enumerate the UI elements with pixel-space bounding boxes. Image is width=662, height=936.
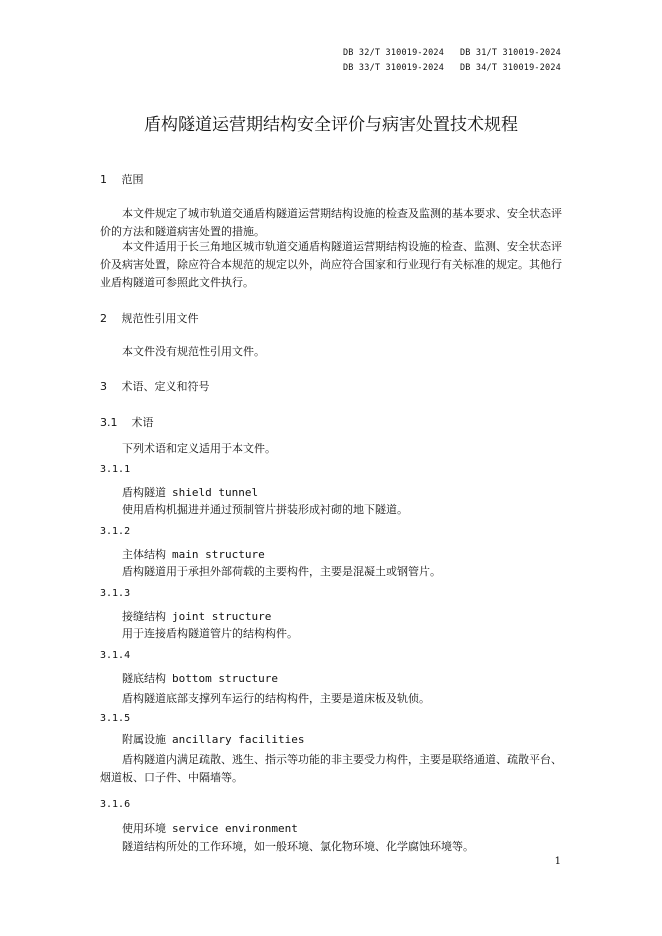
term-entry <box>122 608 271 624</box>
page-number: 1 <box>554 856 561 867</box>
section-3-1-intro: 下列术语和定义适用于本文件。 <box>122 442 276 455</box>
term-definition: 使用盾构机掘进并通过预制管片拼装形成衬砌的地下隧道。 <box>122 503 408 516</box>
term-zh: 使用环境 <box>122 822 166 835</box>
term-number: 3.1.5 <box>100 713 131 724</box>
term-definition: 盾构隧道内满足疏散、逃生、指示等功能的非主要受力构件，主要是联络通道、疏散平台、烟道板、口子件、中隔墙等。 <box>100 753 562 784</box>
section-1-paragraph-2: 本文件适用于长三角地区城市轨道交通盾构隧道运营期结构设施的检查、监测、安全状态评价及病害处置，除应符合本规范的规定以外，尚应符合国家和行业现行有关标准的规定。其他行业盾构隧道可参照此文件执行。 <box>100 240 562 289</box>
term-en: joint structure <box>172 610 272 623</box>
term-number: 3.1.4 <box>100 650 131 661</box>
section-2-paragraph: 本文件没有规范性引用文件。 <box>122 345 265 358</box>
term-entry <box>122 670 278 686</box>
term-en: bottom structure <box>172 672 278 685</box>
term-definition: 盾构隧道底部支撑列车运行的结构构件，主要是道床板及轨侦。 <box>122 692 430 705</box>
section-3-1-heading <box>100 414 154 430</box>
section-title: 术语 <box>131 416 154 429</box>
term-definition: 盾构隧道用于承担外部荷载的主要构件，主要是混凝土或钢管片。 <box>122 565 441 578</box>
term-entry <box>122 820 298 836</box>
term-number: 3.1.3 <box>100 588 131 599</box>
term-definition: 用于连接盾构隧道管片的结构构件。 <box>122 627 298 640</box>
term-entry <box>122 484 258 500</box>
term-entry <box>122 546 265 562</box>
term-definition: 隧道结构所处的工作环境，如一般环境、氯化物环境、化学腐蚀环境等。 <box>122 840 474 853</box>
header-standard-codes-2: DB 33/T 310019-2024 DB 34/T 310019-2024 <box>342 63 561 73</box>
section-title: 术语、定义和符号 <box>121 380 210 393</box>
section-number: 2 <box>100 312 107 325</box>
section-title: 规范性引用文件 <box>121 312 199 325</box>
term-zh: 附属设施 <box>122 733 166 746</box>
section-number: 3 <box>100 380 107 393</box>
section-3-heading <box>100 378 210 394</box>
term-zh: 主体结构 <box>122 548 166 561</box>
section-number: 3.1 <box>100 416 118 429</box>
term-en: ancillary facilities <box>172 733 305 746</box>
section-number: 1 <box>100 173 107 186</box>
header-standard-codes-1: DB 32/T 310019-2024 DB 31/T 310019-2024 <box>342 48 561 58</box>
term-number: 3.1.1 <box>100 464 131 475</box>
term-zh: 盾构隧道 <box>122 486 166 499</box>
section-2-heading <box>100 310 199 326</box>
term-en: main structure <box>172 548 265 561</box>
section-title: 范围 <box>121 173 144 186</box>
section-1-paragraph-1: 本文件规定了城市轨道交通盾构隧道运营期结构设施的检查及监测的基本要求、安全状态评价的方法和隧道病害处置的措施。 <box>100 207 562 238</box>
term-number: 3.1.2 <box>100 526 131 537</box>
term-number: 3.1.6 <box>100 799 131 810</box>
section-1-heading <box>100 171 144 187</box>
term-zh: 接缝结构 <box>122 610 166 623</box>
term-en: service environment <box>172 822 298 835</box>
term-entry <box>122 731 304 747</box>
term-zh: 隧底结构 <box>122 672 166 685</box>
document-title: 盾构隧道运营期结构安全评价与病害处置技术规程 <box>144 115 518 135</box>
term-en: shield tunnel <box>172 486 259 499</box>
